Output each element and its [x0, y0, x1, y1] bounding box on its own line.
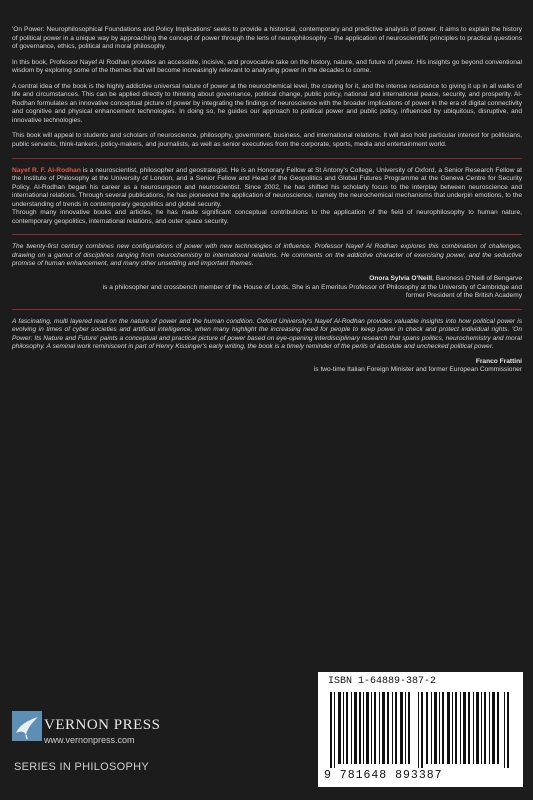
isbn-barcode-box: [318, 672, 523, 787]
section-divider: [12, 158, 522, 159]
endorser-name: Franco Frattini: [475, 357, 522, 365]
author-bio-text: is a neuroscientist, philosopher and geostrategist. He is an Honorary Fellow at St Antony's College, University of Oxford, a Senior Research Fellow at the Institute of Philosophy at the University of London, and a Senior Fellow and Head of the Geopolitics and Global Futures Programme at the Geneva Centre for Security Policy. Al-Rodhan began his career as a neurosurgeon and neuroscientist. Since 2002, he has shifted his scholarly focus to the interplay between neuroscience and international relations. Through several publications, he has pioneered the application of neuroscience, namely the neurochemical mechanisms that underpin emotions, to the understanding of trends in contemporary geopolitics and global security.: [12, 166, 522, 208]
author-name: Nayef R. F. Al-Rodhan: [12, 166, 81, 174]
endorser-attribution: [12, 358, 522, 367]
endorsement-quote: A fascinating, multi layered read on the nature of power and the human condition. Oxford University's Nayef Al-Rodhan provides valuable insights into how political power is evolving in times of cyber societies and artificial intelligence, when many highlight the increasing need for people to keep power in check and protect individual rights. 'On Power: Its Nature and Future' paints a conceptual and practical picture of power based on eye-opening interdisciplinary research that spans politics, neurochemistry and moral philosophy. A seminal work reminiscent in part of Henry Kissinger's early writing, the book is a timely reminder of the perils of absolute and unchecked political power.: [12, 317, 522, 351]
publisher-emblem-icon: [12, 711, 42, 741]
section-divider: [12, 309, 522, 310]
publisher-url: www.vernonpress.com: [44, 735, 135, 745]
endorser-name: Onora Sylvia O'Neill: [369, 275, 433, 283]
blurb-paragraph: A central idea of the book is the highly addictive universal nature of power at the neurochemical level, the craving for it, and the intense resistance to giving it up in all walks of life and circumstances. This can be applied directly to thinking about governance, political change, public policy, national and international peace, security, and prosperity. Al-Rodhan formulates an innovative conceptual picture of power by integrating the findings of neuroscience with the broader implications of power in the era of digital connectivity and cognitive and physical enhancement technologies. In doing so, he guides our approach to political power and public policy, influenced by ubiquitous, disruptive, and innovative technologies.: [12, 82, 522, 124]
isbn-digits: 9 781648 893387: [324, 769, 443, 782]
author-bio-continued: Through many innovative books and articles, he has made significant conceptual contributions to the application of the field of neurophilosophy to human nature, contemporary geopolitics, international relations, and outer space security.: [12, 209, 522, 225]
isbn-label: ISBN 1-64889-387-2: [328, 676, 437, 687]
barcode-icon: [326, 692, 516, 768]
endorsement-quote: The twenty-first century combines new configurations of power with new technologies of influence. Professor Nayef Al Rodhan explores this combination of challenges, drawing on a gamut of disciplines ranging from neurochemistry to international relations. He comments on the addictive character of exercising power, and the seductive promise of human enhancement, and many other unsettling and important themes.: [12, 243, 522, 268]
series-name: SERIES IN PHILOSOPHY: [14, 761, 149, 773]
endorser-title: , Baroness O'Neill of Bengarve: [432, 275, 522, 283]
endorser-role: is a philosopher and crossbench member of the House of Lords. She is an Emeritus Professor of Philosophy at the University of Cambridge and former President of the British Academy: [102, 283, 522, 300]
blurb-paragraph: This book will appeal to students and scholars of neuroscience, philosophy, government, business, and international relations. It will also hold particular interest for politicians, public servants, think-tankers, policy-makers, and journalists, as well as senior executives from the corporate, sports, media and entertainment world.: [12, 132, 522, 149]
blurb-paragraph: 'On Power: Neurophilosophical Foundations and Policy Implications' seeks to provide a historical, contemporary and predictive analysis of power. It aims to explain the history of political power in a unique way by approaching the concept of power through the lens of neurophilosophy – the application of neuroscientific principles to practical questions of governance, ethics, political and moral philosophy.: [12, 26, 522, 51]
publisher-name: VERNON PRESS: [44, 717, 161, 733]
author-bio: [12, 167, 522, 210]
blurb-paragraph: In this book, Professor Nayef Al Rodhan provides an accessible, incisive, and provocative take on the history, nature, and future of power. His insights go beyond conventional wisdom by exploring some of the themes that will become increasingly relevant to analysing power in the decades to come.: [12, 58, 522, 75]
publisher-logo: [12, 705, 212, 785]
cover-text: [12, 26, 522, 375]
endorser-attribution: [12, 275, 522, 284]
endorser-role: is two-time Italian Foreign Minister and former European Commissioner: [313, 366, 522, 374]
section-divider: [12, 234, 522, 235]
